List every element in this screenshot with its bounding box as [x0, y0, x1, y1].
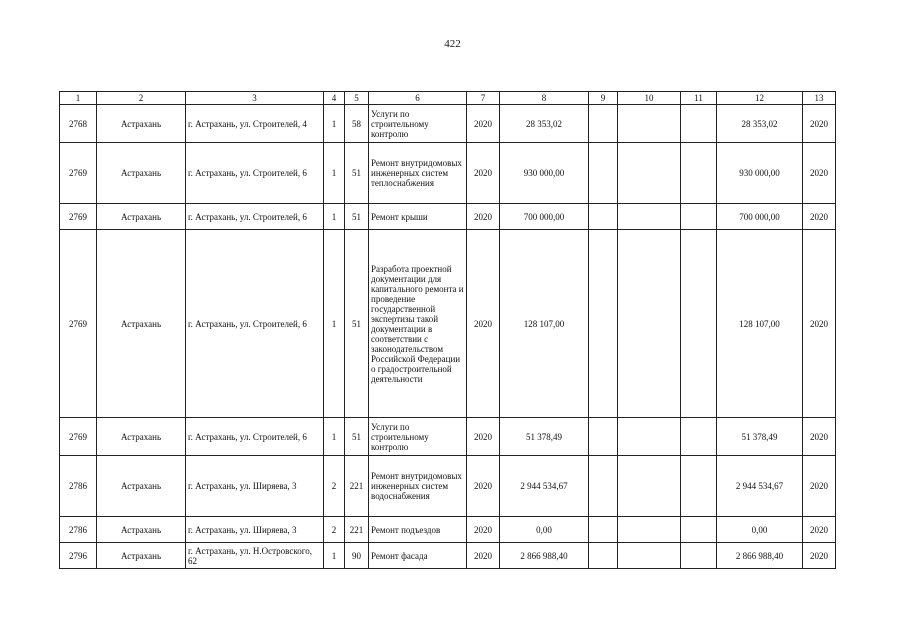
col-11: [681, 143, 717, 204]
column-number-9: 9: [589, 92, 618, 105]
col-4: 1: [324, 204, 345, 230]
city: Астрахань: [97, 543, 186, 569]
column-number-5: 5: [345, 92, 369, 105]
col-11: [681, 105, 717, 143]
year-end: 2020: [803, 143, 836, 204]
column-number-3: 3: [186, 92, 324, 105]
year: 2020: [467, 517, 500, 543]
city: Астрахань: [97, 456, 186, 517]
address: г. Астрахань, ул. Строителей, 6: [186, 230, 324, 418]
amount: 2 866 988,40: [500, 543, 589, 569]
total: 0,00: [717, 517, 803, 543]
col-10: [618, 230, 681, 418]
col-11: [681, 517, 717, 543]
column-number-row: [60, 92, 836, 105]
city: Астрахань: [97, 230, 186, 418]
work-type: Услуги по строительному контролю: [369, 418, 467, 456]
work-type: Разработа проектной документации для капитального ремонта и проведение государственной экспертизы такой документации в соответствии с законодательством Российской Федерации о градостроительной деятельности: [369, 230, 467, 418]
total: 2 944 534,67: [717, 456, 803, 517]
house-id: 2796: [60, 543, 97, 569]
amount: 700 000,00: [500, 204, 589, 230]
total: 2 866 988,40: [717, 543, 803, 569]
year: 2020: [467, 143, 500, 204]
col-5: 58: [345, 105, 369, 143]
house-id: 2769: [60, 230, 97, 418]
col-4: 2: [324, 456, 345, 517]
table-row: [60, 517, 836, 543]
column-number-7: 7: [467, 92, 500, 105]
address: г. Астрахань, ул. Ширяева, 3: [186, 517, 324, 543]
col-10: [618, 418, 681, 456]
total: 28 353,02: [717, 105, 803, 143]
col-10: [618, 105, 681, 143]
table-row: [60, 105, 836, 143]
house-id: 2768: [60, 105, 97, 143]
column-number-2: 2: [97, 92, 186, 105]
col-4: 2: [324, 517, 345, 543]
col-4: 1: [324, 230, 345, 418]
col-11: [681, 204, 717, 230]
col-5: 90: [345, 543, 369, 569]
col-5: 51: [345, 418, 369, 456]
amount: 2 944 534,67: [500, 456, 589, 517]
city: Астрахань: [97, 517, 186, 543]
table-row: [60, 230, 836, 418]
house-id: 2786: [60, 456, 97, 517]
city: Астрахань: [97, 204, 186, 230]
col-9: [589, 517, 618, 543]
house-id: 2786: [60, 517, 97, 543]
col-5: 51: [345, 143, 369, 204]
work-type: Ремонт внутридомовых инженерных систем теплоснабжения: [369, 143, 467, 204]
col-10: [618, 543, 681, 569]
col-4: 1: [324, 143, 345, 204]
col-10: [618, 517, 681, 543]
col-4: 1: [324, 418, 345, 456]
column-number-4: 4: [324, 92, 345, 105]
table-row: [60, 543, 836, 569]
city: Астрахань: [97, 418, 186, 456]
col-4: 1: [324, 543, 345, 569]
col-5: 51: [345, 230, 369, 418]
table-row: [60, 204, 836, 230]
total: 930 000,00: [717, 143, 803, 204]
address: г. Астрахань, ул. Строителей, 6: [186, 204, 324, 230]
year-end: 2020: [803, 204, 836, 230]
total: 700 000,00: [717, 204, 803, 230]
column-number-10: 10: [618, 92, 681, 105]
column-number-8: 8: [500, 92, 589, 105]
column-number-12: 12: [717, 92, 803, 105]
total: 128 107,00: [717, 230, 803, 418]
column-number-1: 1: [60, 92, 97, 105]
col-4: 1: [324, 105, 345, 143]
col-11: [681, 418, 717, 456]
total: 51 378,49: [717, 418, 803, 456]
address: г. Астрахань, ул. Ширяева, 3: [186, 456, 324, 517]
house-id: 2769: [60, 143, 97, 204]
col-10: [618, 204, 681, 230]
house-id: 2769: [60, 418, 97, 456]
work-type: Ремонт крыши: [369, 204, 467, 230]
table-row: [60, 456, 836, 517]
amount: 28 353,02: [500, 105, 589, 143]
col-9: [589, 456, 618, 517]
col-10: [618, 456, 681, 517]
col-9: [589, 418, 618, 456]
address: г. Астрахань, ул. Строителей, 6: [186, 418, 324, 456]
col-9: [589, 230, 618, 418]
year: 2020: [467, 456, 500, 517]
address: г. Астрахань, ул. Н.Островского, 62: [186, 543, 324, 569]
col-10: [618, 143, 681, 204]
work-type: Ремонт фасада: [369, 543, 467, 569]
amount: 0,00: [500, 517, 589, 543]
year-end: 2020: [803, 456, 836, 517]
amount: 128 107,00: [500, 230, 589, 418]
house-id: 2769: [60, 204, 97, 230]
col-5: 221: [345, 456, 369, 517]
registry-table: [59, 91, 836, 569]
amount: 51 378,49: [500, 418, 589, 456]
work-type: Ремонт подъездов: [369, 517, 467, 543]
work-type: Ремонт внутридомовых инженерных систем водоснабжения: [369, 456, 467, 517]
table-row: [60, 143, 836, 204]
city: Астрахань: [97, 143, 186, 204]
year-end: 2020: [803, 418, 836, 456]
col-11: [681, 543, 717, 569]
col-9: [589, 204, 618, 230]
year: 2020: [467, 105, 500, 143]
year: 2020: [467, 204, 500, 230]
city: Астрахань: [97, 105, 186, 143]
col-9: [589, 143, 618, 204]
col-11: [681, 456, 717, 517]
year-end: 2020: [803, 230, 836, 418]
col-9: [589, 105, 618, 143]
col-9: [589, 543, 618, 569]
address: г. Астрахань, ул. Строителей, 4: [186, 105, 324, 143]
column-number-11: 11: [681, 92, 717, 105]
amount: 930 000,00: [500, 143, 589, 204]
year-end: 2020: [803, 543, 836, 569]
page-number: 422: [444, 38, 461, 50]
table-row: [60, 418, 836, 456]
year-end: 2020: [803, 517, 836, 543]
year: 2020: [467, 418, 500, 456]
year-end: 2020: [803, 105, 836, 143]
address: г. Астрахань, ул. Строителей, 6: [186, 143, 324, 204]
col-11: [681, 230, 717, 418]
column-number-6: 6: [369, 92, 467, 105]
year: 2020: [467, 543, 500, 569]
year: 2020: [467, 230, 500, 418]
col-5: 221: [345, 517, 369, 543]
column-number-13: 13: [803, 92, 836, 105]
work-type: Услуги по строительному контролю: [369, 105, 467, 143]
col-5: 51: [345, 204, 369, 230]
